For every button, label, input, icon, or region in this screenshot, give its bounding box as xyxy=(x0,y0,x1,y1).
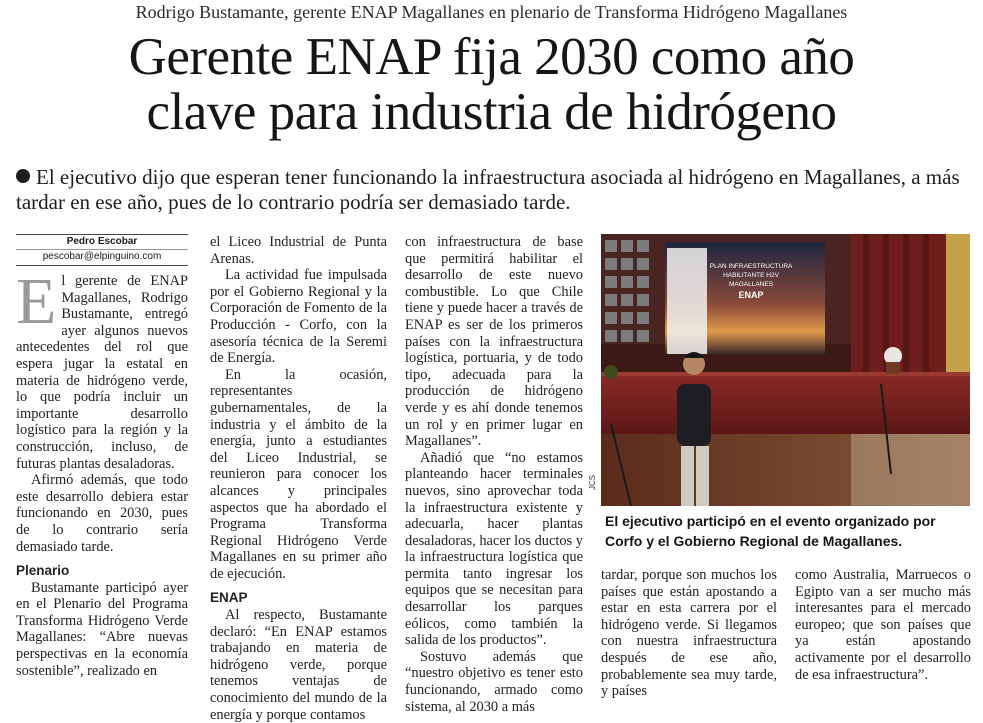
slide-brand: ENAP xyxy=(738,290,764,300)
byline-email: pescobar@elpinguino.com xyxy=(16,249,188,264)
subhead-enap: ENAP xyxy=(210,590,248,606)
article-headline xyxy=(0,30,983,140)
article-column-4 xyxy=(601,567,777,700)
drop-cap: E xyxy=(16,265,57,338)
article-lead xyxy=(16,165,971,215)
column-3-paragraph-1: con infraestructura de base que permitirá habilitar el desarrollo de este nuevo combustible. Lo que Chile tiene y puede hacer a través de ENAP es ser de los primeros países con la infraestructura logística, portuaria, y de todo tipo, adecuada para la producción de hidrógeno verde y es ahí donde tenemos un rol y en primer lugar en Magallanes”. xyxy=(405,234,583,450)
column-2-paragraph-4: Al respecto, Bustamante declaró: “En ENAP estamos trabajando en materia de hidrógeno verde, porque tenemos ventajas de conocimiento del mundo de la energía y porque contamos xyxy=(210,607,387,723)
headline-line-1: Gerente ENAP fija 2030 como año xyxy=(128,28,855,86)
event-photo-illustration xyxy=(601,234,970,506)
photo-credit: JCS xyxy=(588,474,597,490)
column-1-paragraph-1-text: l gerente de ENAP Magallanes, Rodrigo Bustamante, entregó ayer algunos nuevos antecedentes del rol que espera jugar la estatal en materia de hidrógeno verde, lo que podría incluir un importante desarrollo logístico para la región y la construcción, incluso, de futuras plantas desaladoras. xyxy=(16,273,188,472)
article-column-5 xyxy=(795,567,971,683)
slide-line-2: HABILITANTE H2V xyxy=(723,272,779,279)
slide-line-3: MAGALLANES xyxy=(728,281,774,288)
article-photo xyxy=(601,234,970,506)
article-column-2 xyxy=(210,234,387,723)
slide-line-1: PLAN INFRAESTRUCTURA xyxy=(709,263,793,270)
photo-caption: El ejecutivo participó en el evento organizado por Corfo y el Gobierno Regional de Magallanes. xyxy=(605,513,936,549)
article-kicker: Rodrigo Bustamante, gerente ENAP Magallanes en plenario de Transforma Hidrógeno Magallanes xyxy=(135,2,848,22)
byline xyxy=(16,234,188,266)
lead-text: El ejecutivo dijo que esperan tener funcionando la infraestructura asociada al hidrógeno en Magallanes, a más tardar en ese año, pues de lo contrario podría ser demasiado tarde. xyxy=(16,165,960,214)
column-2-paragraph-1: el Liceo Industrial de Punta Arenas. xyxy=(210,234,387,267)
subhead-plenario: Plenario xyxy=(16,563,70,579)
column-3-paragraph-2: Añadió que “no estamos planteando hacer terminales nuevos, sino aprovechar toda la infraestructura existente y adecuarla, hacer plantas desaladoras, hacer los ductos y la infraestructura logística que permita tanto ingresar los equipos que se necesitan para desarrollar los parques eólicos, como también la salida de los productos”. xyxy=(405,449,583,649)
byline-name: Pedro Escobar xyxy=(66,236,138,247)
column-1-paragraph-2: Afirmó además, que todo este desarrollo debiera estar funcionando en 2030, pues de lo contrario sería demasiado tarde. xyxy=(16,472,188,555)
column-2-paragraph-3: En la ocasión, representantes gubernamentales, de la industria y el ámbito de la energía, junto a estudiantes del Liceo Industrial, se reunieron para conocer los alcances y principales aspectos que ha abordado el Programa Transforma Regional Hidrógeno Verde Magallanes en su primer año de ejecución. xyxy=(210,366,387,582)
bullet-icon xyxy=(16,169,30,183)
column-3-paragraph-3: Sostuvo además que “nuestro objetivo es tener esto funcionando, armado como sistema, al 2030 a más xyxy=(405,648,583,715)
article-column-1 xyxy=(16,265,188,679)
column-1-paragraph-1 xyxy=(16,265,188,472)
column-5-paragraph-1: como Australia, Marruecos o Egipto van a ser mucho más interesantes para el mercado europeo; que son países que ya están apostando activamente por el desarrollo de esa infraestructura”. xyxy=(795,567,971,683)
column-1-paragraph-3: Bustamante participó ayer en el Plenario del Programa Transforma Hidrógeno Verde Magallanes: “Abre nuevas perspectivas en la economía sostenible”, realizado en xyxy=(16,579,188,679)
headline-line-2: clave para industria de hidrógeno xyxy=(146,83,837,141)
column-2-paragraph-2: La actividad fue impulsada por el Gobierno Regional y la Corporación de Fomento de la Producción - Corfo, con la asesoría técnica de la Seremi de Energía. xyxy=(210,267,387,367)
column-4-paragraph-1: tardar, porque son muchos los países que están apostando a estar en esta carrera por el hidrógeno verde. Si llegamos con nuestra infraestructura después de ese año, probablemente sea muy tarde, y países xyxy=(601,567,777,700)
article-column-3 xyxy=(405,234,583,715)
